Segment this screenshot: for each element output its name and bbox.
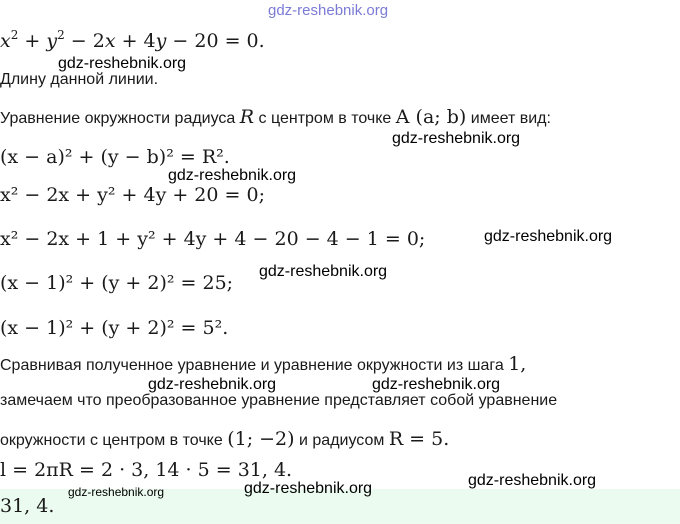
length-equation: l = 2πR = 2 · 3, 14 · 5 = 31, 4. (0, 459, 293, 481)
step-equation-2: x² − 2x + 1 + y² + 4y + 4 − 20 − 4 − 1 = 0; (0, 228, 426, 250)
intro-paragraph: Уравнение окружности радиуса R с центром в точке A (a; b) имеет вид: (0, 106, 551, 128)
watermark: gdz-reshebnik.org (484, 228, 613, 245)
watermark: gdz-reshebnik.org (372, 376, 501, 393)
step-equation-3: (x − 1)² + (y + 2)² = 25; (0, 272, 234, 294)
watermark: gdz-reshebnik.org (468, 472, 597, 489)
step-equation-1: x² − 2x + y² + 4y + 20 = 0; (0, 184, 265, 206)
watermark: gdz-reshebnik.org (68, 485, 165, 499)
watermark: gdz-reshebnik.org (58, 55, 187, 72)
watermark: gdz-reshebnik.org (168, 167, 297, 184)
circle-general-equation: (x − a)² + (y − b)² = R². (0, 146, 230, 168)
answer-value: 31, 4. (0, 495, 55, 517)
watermark: gdz-reshebnik.org (392, 130, 521, 147)
watermark: gdz-reshebnik.org (244, 480, 373, 497)
given-equation: $x^2 + y^2 - 2x + 4y - 20 = 0$. (0, 28, 265, 52)
comparison-text-3: окружности с центром в точке (1; −2) и радиусом R = 5. (0, 428, 450, 450)
watermark-top: gdz-reshebnik.org (268, 2, 389, 19)
step-equation-4: (x − 1)² + (y + 2)² = 5². (0, 317, 229, 339)
watermark: gdz-reshebnik.org (259, 263, 388, 280)
comparison-text-2: замечаем что преобразованное уравнение представляет собой уравнение (0, 392, 558, 409)
comparison-text: Сравнивая полученное уравнение и уравнение окружности из шага 1, (0, 353, 527, 375)
watermark: gdz-reshebnik.org (148, 376, 277, 393)
question-text: Длину данной линии. (0, 71, 159, 88)
